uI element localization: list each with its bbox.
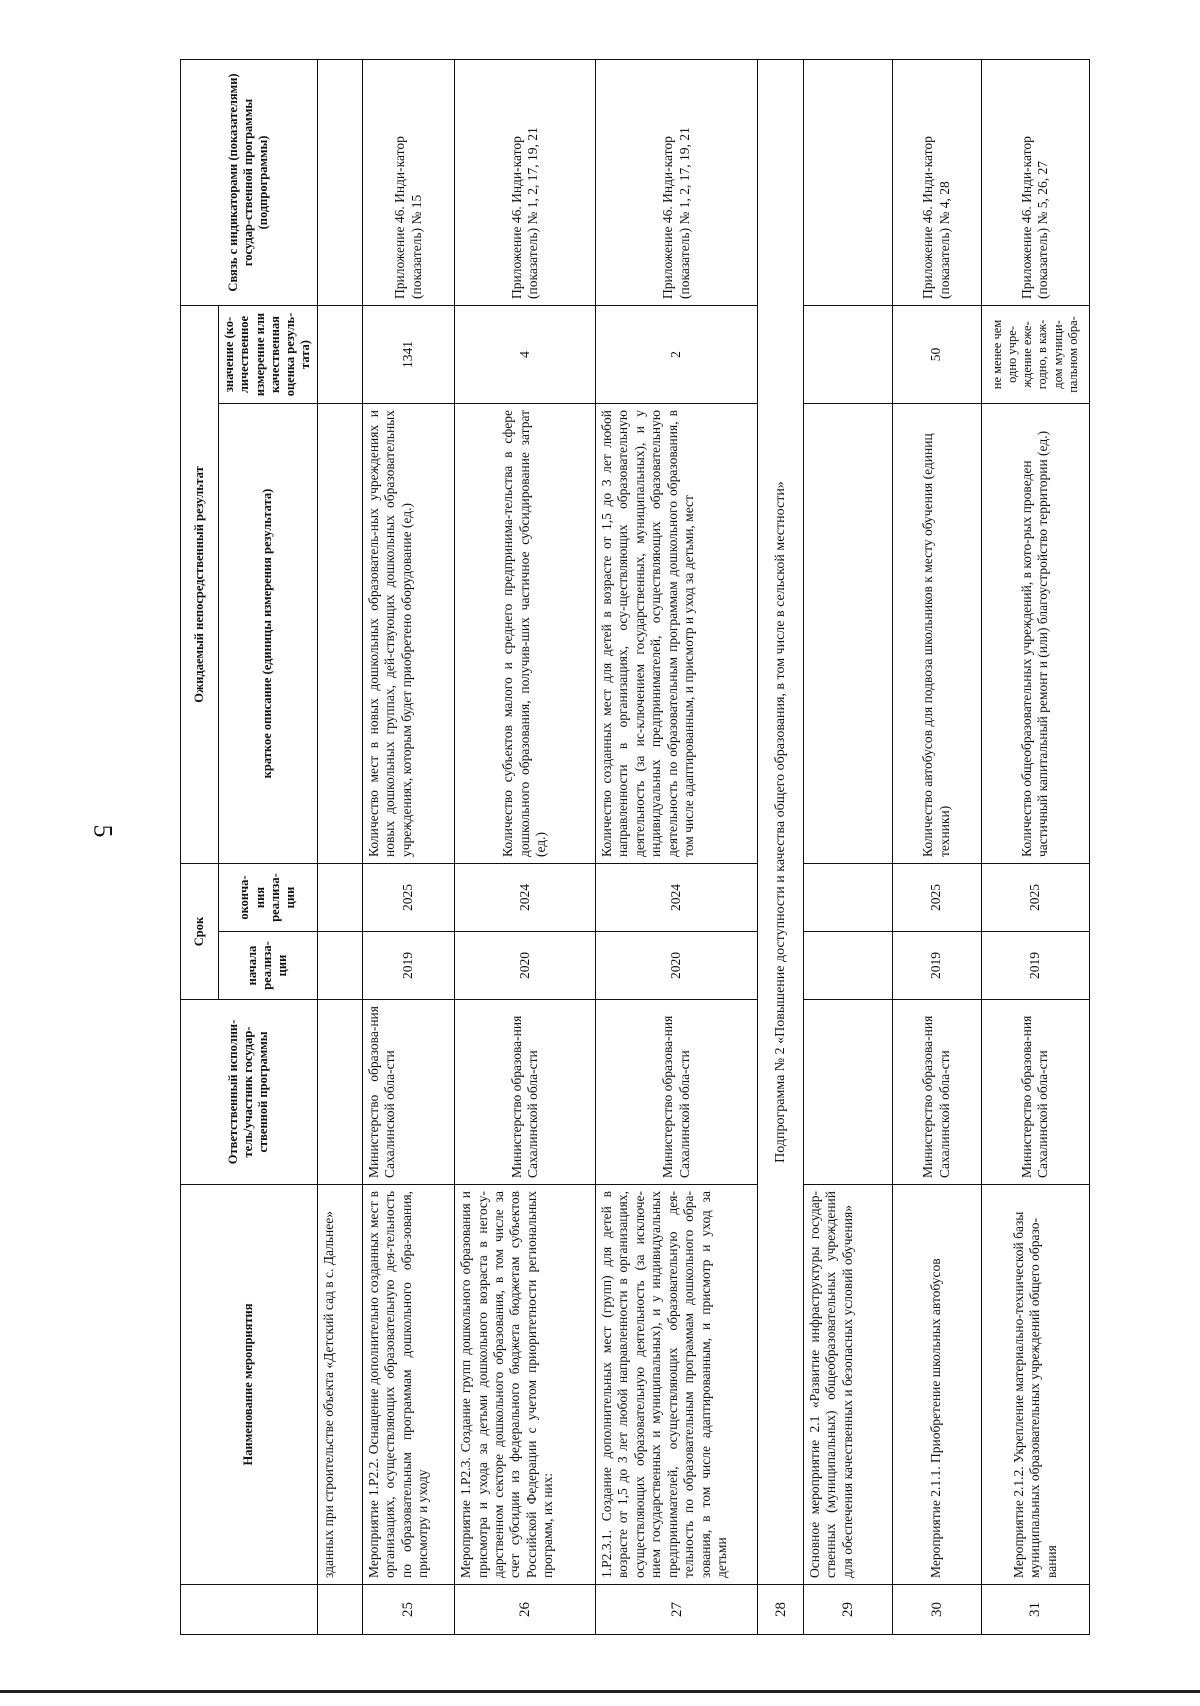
row-indicator: Приложение 46. Инди-катор (показатель) № 5, 26, 27: [981, 60, 1089, 306]
table-row: [455, 60, 596, 1635]
subprogram-title: Подпрограмма № 2 «Повышение доступности и качества общего образования, в том числе в сельской местности»: [758, 60, 804, 1585]
row-start: 2019: [981, 932, 1089, 1000]
row-end: 2025: [363, 864, 455, 932]
row-indicator: Приложение 46. Инди-катор (показатель) № 15: [363, 60, 455, 306]
row-result-description: Количество автобусов для подвоза школьников к месту обучения (единиц техники): [892, 404, 981, 864]
row-activity-name: зданных при строительстве объекта «Детский сад в с. Дальнее»: [317, 1185, 363, 1585]
row-start: 2020: [595, 932, 758, 1000]
row-responsible: [803, 1000, 892, 1185]
table-row: [803, 60, 892, 1635]
header-num: [181, 1585, 318, 1635]
table-row: [317, 60, 363, 1635]
row-indicator: Приложение 46. Инди-катор (показатель) № 4, 28: [892, 60, 981, 306]
row-num: 29: [803, 1585, 892, 1635]
row-responsible: Министерство образова-ния Сахалинской обла-сти: [455, 1000, 596, 1185]
page-number: 5: [88, 824, 118, 838]
header-result-description: краткое описание (единицы измерения результата): [219, 404, 318, 864]
row-activity-name: Основное мероприятие 2.1 «Развитие инфраструктуры государ-ственных (муниципальных) общеобразовательных учреждений для обеспечения качественных и безопасных условий обучения»: [803, 1185, 892, 1585]
row-end: 2025: [892, 864, 981, 932]
row-start: 2019: [892, 932, 981, 1000]
row-start: 2019: [363, 932, 455, 1000]
row-end: [803, 864, 892, 932]
row-num: 27: [595, 1585, 758, 1635]
row-result-value: 2: [595, 306, 758, 404]
header-term-end: оконча-ния реализа-ции: [219, 864, 318, 932]
row-result-description: [803, 404, 892, 864]
row-activity-name: Мероприятие 1.Р2.2. Оснащение дополнительно созданных мест в организациях, осуществляющих образовательную дея-тельность по образовательным программам дошкольного обра-зования, присмотру и уходу: [363, 1185, 455, 1585]
row-indicator: Приложение 46. Инди-катор (показатель) № 1, 2, 17, 19, 21: [595, 60, 758, 306]
row-indicator: [317, 60, 363, 306]
program-activities-table: [180, 59, 1090, 1635]
document-table-area: [180, 60, 1090, 1635]
row-activity-name: 1.Р2.3.1. Создание дополнительных мест (групп) для детей в возрасте от 1,5 до 3 лет любой направленности в организациях, осуществляющих образовательную деятельность (за исключе-нием государственных и муниципальных), и у индивидуальных предпринимателей, осуществляющих образовательную дея-тельность по образовательным программам дошкольного обра-зования, в том числе адаптированным, и присмотр и уход за детьми: [595, 1185, 758, 1585]
row-num: 28: [758, 1585, 804, 1635]
row-indicator: Приложение 46. Инди-катор (показатель) № 1, 2, 17, 19, 21: [455, 60, 596, 306]
row-responsible: Министерство образова-ния Сахалинской обла-сти: [363, 1000, 455, 1185]
row-start: [317, 932, 363, 1000]
row-result-value: [317, 306, 363, 404]
row-result-description: Количество созданных мест для детей в возрасте от 1,5 до 3 лет любой направленности в организациях, осу-ществляющих образовательную деятельность (за ис-ключением государственных, муниципальных), и у индивидуальных предпринимателей, осуществляющих образовательную деятельность по образовательным программам дошкольного образования, в том числе адаптированным, и присмотр и уход за детьми, мест: [595, 404, 758, 864]
header-result-value: значение (ко-личественное измерение или качественная оценка резуль-тата): [219, 306, 318, 404]
row-result-description: [317, 404, 363, 864]
row-num: 30: [892, 1585, 981, 1635]
row-end: 2025: [981, 864, 1089, 932]
row-responsible: Министерство образова-ния Сахалинской обла-сти: [595, 1000, 758, 1185]
row-result-value: [803, 306, 892, 404]
row-result-description: Количество субъектов малого и среднего предпринима-тельства в сфере дошкольного образования, получив-ших частичное субсидирование затрат (ед.): [455, 404, 596, 864]
row-num: 26: [455, 1585, 596, 1635]
row-end: 2024: [595, 864, 758, 932]
row-indicator: [803, 60, 892, 306]
row-result-description: Количество общеобразовательных учреждений, в кото-рых проведен частичный капитальный ремонт и (или) благоустройство территории (ед.): [981, 404, 1089, 864]
subprogram-row: [758, 60, 804, 1635]
header-indicators: Связь с индикаторами (показателями) государ-ственной программы (подпрограммы): [181, 60, 318, 306]
row-start: 2020: [455, 932, 596, 1000]
row-end: 2024: [455, 864, 596, 932]
row-result-description: Количество мест в новых дошкольных образователь-ных учреждениях и новых дошкольных группах, дей-ствующих дошкольных образовательных учреждениях, которым будет приобретено оборудование (ед.): [363, 404, 455, 864]
row-num: [317, 1585, 363, 1635]
row-start: [803, 932, 892, 1000]
row-responsible: [317, 1000, 363, 1185]
header-term: Срок: [181, 864, 219, 1000]
header-result: Ожидаемый непосредственный результат: [181, 306, 219, 864]
header-activity-name: Наименование мероприятия: [181, 1185, 318, 1585]
row-num: 31: [981, 1585, 1089, 1635]
rotated-page-content: [180, 60, 1090, 1635]
row-result-value: не менее чем одно учре-ждение еже-годно, в каж-дом муници-пальном обра-: [981, 306, 1089, 404]
row-activity-name: Мероприятие 2.1.2. Укрепление материально-технической базы муниципальных образовательных учреждений общего образо-вания: [981, 1185, 1089, 1585]
row-result-value: 4: [455, 306, 596, 404]
table-row: [981, 60, 1089, 1635]
header-row-top: [181, 60, 219, 1635]
table-row: [892, 60, 981, 1635]
row-result-value: 50: [892, 306, 981, 404]
row-activity-name: Мероприятие 2.1.1. Приобретение школьных автобусов: [892, 1185, 981, 1585]
table-row: [363, 60, 455, 1635]
row-activity-name: Мероприятие 1.Р2.3. Создание групп дошкольного образования и присмотра и ухода за детьми дошкольного возраста в негосу-дарственном секторе дошкольного образования, в том числе за счет субсидии из федерального бюджета бюджетам субъектов Российской Федерации с учетом приоритетности региональных программ, их них:: [455, 1185, 596, 1585]
row-num: 25: [363, 1585, 455, 1635]
header-responsible: Ответственный исполни-тель/участник государ-ственной программы: [181, 1000, 318, 1185]
scan-edge-line: [0, 1690, 1200, 1693]
row-responsible: Министерство образова-ния Сахалинской обла-сти: [981, 1000, 1089, 1185]
row-responsible: Министерство образова-ния Сахалинской обла-сти: [892, 1000, 981, 1185]
row-end: [317, 864, 363, 932]
table-row: [595, 60, 758, 1635]
header-term-start: начала реализа-ции: [219, 932, 318, 1000]
row-result-value: 1341: [363, 306, 455, 404]
